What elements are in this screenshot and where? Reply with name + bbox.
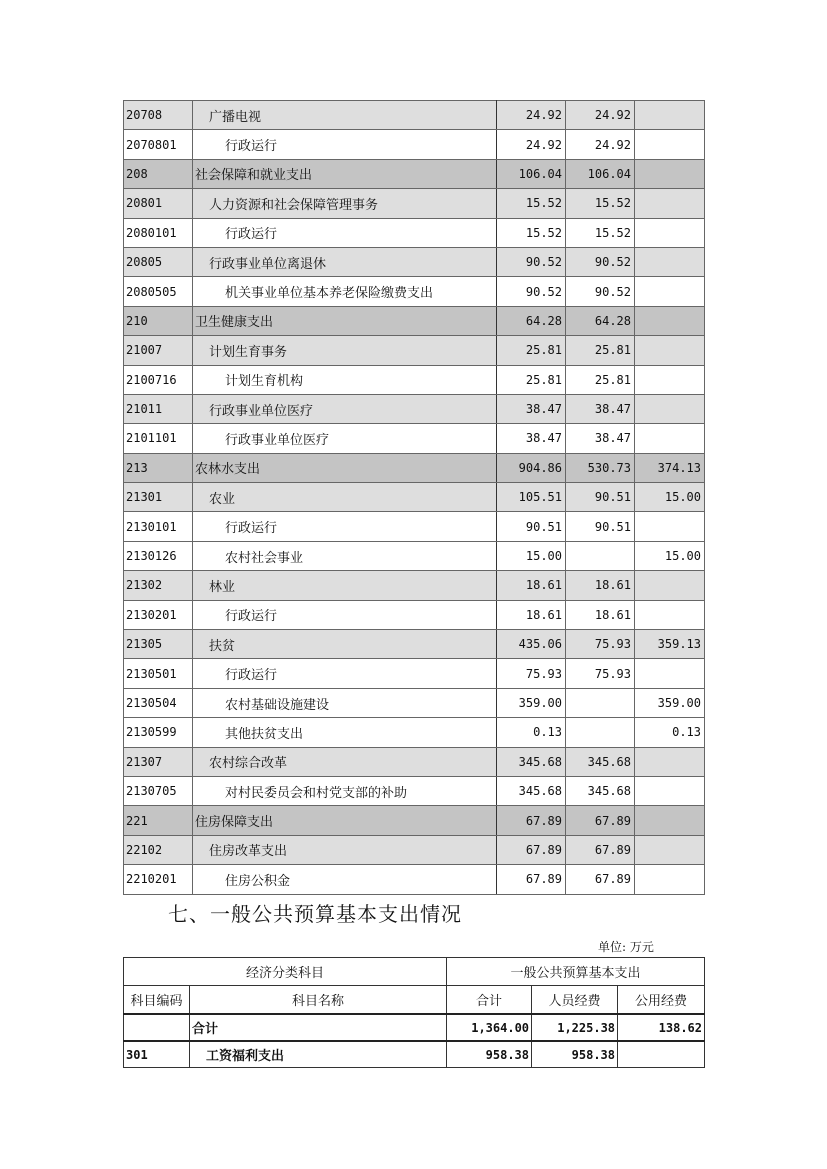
table-row <box>124 600 705 629</box>
budget-table <box>123 100 705 895</box>
unit-note: 单位: 万元 <box>598 940 654 954</box>
row-personnel: 18.61 <box>566 571 635 600</box>
table-row <box>124 130 705 159</box>
row-public <box>635 101 705 130</box>
total-row <box>124 1014 705 1041</box>
row-public <box>635 776 705 805</box>
row-public: 359.13 <box>635 630 705 659</box>
row-personnel: 15.52 <box>566 189 635 218</box>
row-total: 345.68 <box>497 776 566 805</box>
row-code: 2101101 <box>124 424 193 453</box>
row-personnel: 345.68 <box>566 747 635 776</box>
row-personnel: 67.89 <box>566 806 635 835</box>
row-name: 行政运行 <box>193 218 497 247</box>
row-code: 20801 <box>124 189 193 218</box>
row-code: 221 <box>124 806 193 835</box>
row-personnel: 38.47 <box>566 394 635 423</box>
table-row <box>124 336 705 365</box>
table-row <box>124 453 705 482</box>
row-public <box>635 159 705 188</box>
row-code: 213 <box>124 453 193 482</box>
row-code: 208 <box>124 159 193 188</box>
row-code: 21305 <box>124 630 193 659</box>
row-public <box>635 247 705 276</box>
row-personnel: 25.81 <box>566 336 635 365</box>
row-personnel: 67.89 <box>566 835 635 864</box>
header-code: 科目编码 <box>124 986 190 1015</box>
row-total: 359.00 <box>497 688 566 717</box>
row-personnel: 90.51 <box>566 512 635 541</box>
row-personnel: 15.52 <box>566 218 635 247</box>
row-personnel: 106.04 <box>566 159 635 188</box>
row-total: 38.47 <box>497 394 566 423</box>
row-public: 374.13 <box>635 453 705 482</box>
row-code: 210 <box>124 306 193 335</box>
row-name: 其他扶贫支出 <box>193 718 497 747</box>
table-row <box>124 247 705 276</box>
header-row-group <box>124 958 705 986</box>
row-total: 15.52 <box>497 189 566 218</box>
row-code: 22102 <box>124 835 193 864</box>
table-row <box>124 218 705 247</box>
row-total: 105.51 <box>497 483 566 512</box>
table-row <box>124 512 705 541</box>
row-public <box>635 189 705 218</box>
table-row <box>124 835 705 864</box>
row-personnel: 67.89 <box>566 865 635 894</box>
table-row <box>124 806 705 835</box>
row-public <box>635 336 705 365</box>
row-personnel: 38.47 <box>566 424 635 453</box>
row-total: 24.92 <box>497 101 566 130</box>
table-row <box>124 365 705 394</box>
row-total: 90.52 <box>497 247 566 276</box>
row-public <box>635 865 705 894</box>
row-301-personnel: 958.38 <box>532 1041 618 1068</box>
row-public <box>635 277 705 306</box>
table-row <box>124 306 705 335</box>
row-personnel: 64.28 <box>566 306 635 335</box>
row-total: 106.04 <box>497 159 566 188</box>
row-301-name: 工资福利支出 <box>190 1041 447 1068</box>
row-301-total: 958.38 <box>447 1041 532 1068</box>
row-personnel: 90.51 <box>566 483 635 512</box>
row-total: 38.47 <box>497 424 566 453</box>
row-personnel: 75.93 <box>566 630 635 659</box>
row-total: 18.61 <box>497 571 566 600</box>
row-public: 15.00 <box>635 483 705 512</box>
table-row <box>124 659 705 688</box>
row-public <box>635 365 705 394</box>
row-public: 15.00 <box>635 541 705 570</box>
table-row <box>124 189 705 218</box>
header-name: 科目名称 <box>190 986 447 1015</box>
row-name: 社会保障和就业支出 <box>193 159 497 188</box>
row-personnel: 24.92 <box>566 101 635 130</box>
row-name: 农村综合改革 <box>193 747 497 776</box>
row-personnel <box>566 688 635 717</box>
row-total: 345.68 <box>497 747 566 776</box>
row-name: 计划生育机构 <box>193 365 497 394</box>
row-total: 67.89 <box>497 806 566 835</box>
row-code: 21011 <box>124 394 193 423</box>
row-name: 农村基础设施建设 <box>193 688 497 717</box>
row-personnel <box>566 541 635 570</box>
table-row <box>124 865 705 894</box>
row-code: 21307 <box>124 747 193 776</box>
row-name: 人力资源和社会保障管理事务 <box>193 189 497 218</box>
row-public <box>635 512 705 541</box>
row-code: 21301 <box>124 483 193 512</box>
table-row <box>124 571 705 600</box>
row-name: 住房公积金 <box>193 865 497 894</box>
row-name: 广播电视 <box>193 101 497 130</box>
table-row <box>124 424 705 453</box>
row-total: 64.28 <box>497 306 566 335</box>
row-personnel: 25.81 <box>566 365 635 394</box>
row-code: 2130705 <box>124 776 193 805</box>
row-code: 20708 <box>124 101 193 130</box>
row-total: 25.81 <box>497 365 566 394</box>
row-name: 行政运行 <box>193 659 497 688</box>
row-code: 20805 <box>124 247 193 276</box>
row-code: 2130101 <box>124 512 193 541</box>
row-code: 2130501 <box>124 659 193 688</box>
total-name: 合计 <box>190 1014 447 1041</box>
row-name: 林业 <box>193 571 497 600</box>
row-public <box>635 130 705 159</box>
section-heading: 七、一般公共预算基本支出情况 <box>168 902 462 926</box>
row-code: 2100716 <box>124 365 193 394</box>
row-personnel: 24.92 <box>566 130 635 159</box>
row-total: 90.51 <box>497 512 566 541</box>
row-total: 0.13 <box>497 718 566 747</box>
row-total: 67.89 <box>497 865 566 894</box>
header-row-columns <box>124 986 705 1015</box>
row-total: 75.93 <box>497 659 566 688</box>
row-personnel: 345.68 <box>566 776 635 805</box>
table-row <box>124 630 705 659</box>
row-code: 2080505 <box>124 277 193 306</box>
row-name: 农林水支出 <box>193 453 497 482</box>
row-public: 359.00 <box>635 688 705 717</box>
table-row <box>124 747 705 776</box>
row-301 <box>124 1041 705 1068</box>
header-total: 合计 <box>447 986 532 1015</box>
row-personnel: 18.61 <box>566 600 635 629</box>
row-total: 90.52 <box>497 277 566 306</box>
row-name: 卫生健康支出 <box>193 306 497 335</box>
total-code <box>124 1014 190 1041</box>
table-row <box>124 541 705 570</box>
row-personnel <box>566 718 635 747</box>
header-public: 公用经费 <box>618 986 705 1015</box>
row-code: 2130504 <box>124 688 193 717</box>
row-total: 15.52 <box>497 218 566 247</box>
table-row <box>124 101 705 130</box>
budget-table-body <box>124 101 705 895</box>
row-public <box>635 424 705 453</box>
table-row <box>124 776 705 805</box>
row-personnel: 90.52 <box>566 277 635 306</box>
row-name: 行政事业单位离退休 <box>193 247 497 276</box>
row-name: 行政事业单位医疗 <box>193 394 497 423</box>
table-row <box>124 688 705 717</box>
total-personnel: 1,225.38 <box>532 1014 618 1041</box>
row-name: 住房保障支出 <box>193 806 497 835</box>
row-name: 住房改革支出 <box>193 835 497 864</box>
row-name: 机关事业单位基本养老保险缴费支出 <box>193 277 497 306</box>
row-code: 21302 <box>124 571 193 600</box>
row-total: 15.00 <box>497 541 566 570</box>
total-public: 138.62 <box>618 1014 705 1041</box>
table-row <box>124 394 705 423</box>
row-name: 行政运行 <box>193 130 497 159</box>
row-name: 行政事业单位医疗 <box>193 424 497 453</box>
row-code: 2130126 <box>124 541 193 570</box>
row-name: 对村民委员会和村党支部的补助 <box>193 776 497 805</box>
row-name: 农村社会事业 <box>193 541 497 570</box>
row-name: 行政运行 <box>193 600 497 629</box>
row-public <box>635 747 705 776</box>
table-row <box>124 277 705 306</box>
header-basic-expenditure: 一般公共预算基本支出 <box>447 958 705 986</box>
row-public <box>635 394 705 423</box>
row-name: 行政运行 <box>193 512 497 541</box>
row-code: 2210201 <box>124 865 193 894</box>
row-public <box>635 659 705 688</box>
row-301-code: 301 <box>124 1041 190 1068</box>
row-name: 计划生育事务 <box>193 336 497 365</box>
table-row <box>124 483 705 512</box>
row-total: 67.89 <box>497 835 566 864</box>
total-total: 1,364.00 <box>447 1014 532 1041</box>
row-public <box>635 571 705 600</box>
row-personnel: 530.73 <box>566 453 635 482</box>
row-public: 0.13 <box>635 718 705 747</box>
row-name: 扶贫 <box>193 630 497 659</box>
basic-expenditure-table <box>123 957 705 1068</box>
row-total: 435.06 <box>497 630 566 659</box>
row-total: 18.61 <box>497 600 566 629</box>
row-public <box>635 218 705 247</box>
table-row <box>124 718 705 747</box>
row-total: 24.92 <box>497 130 566 159</box>
row-public <box>635 806 705 835</box>
row-public <box>635 306 705 335</box>
row-personnel: 75.93 <box>566 659 635 688</box>
header-economic-category: 经济分类科目 <box>124 958 447 986</box>
row-public <box>635 600 705 629</box>
row-total: 25.81 <box>497 336 566 365</box>
row-name: 农业 <box>193 483 497 512</box>
row-public <box>635 835 705 864</box>
row-code: 2070801 <box>124 130 193 159</box>
row-personnel: 90.52 <box>566 247 635 276</box>
header-personnel: 人员经费 <box>532 986 618 1015</box>
row-code: 2130599 <box>124 718 193 747</box>
table-row <box>124 159 705 188</box>
row-total: 904.86 <box>497 453 566 482</box>
row-code: 2130201 <box>124 600 193 629</box>
row-code: 2080101 <box>124 218 193 247</box>
row-301-public <box>618 1041 705 1068</box>
row-code: 21007 <box>124 336 193 365</box>
